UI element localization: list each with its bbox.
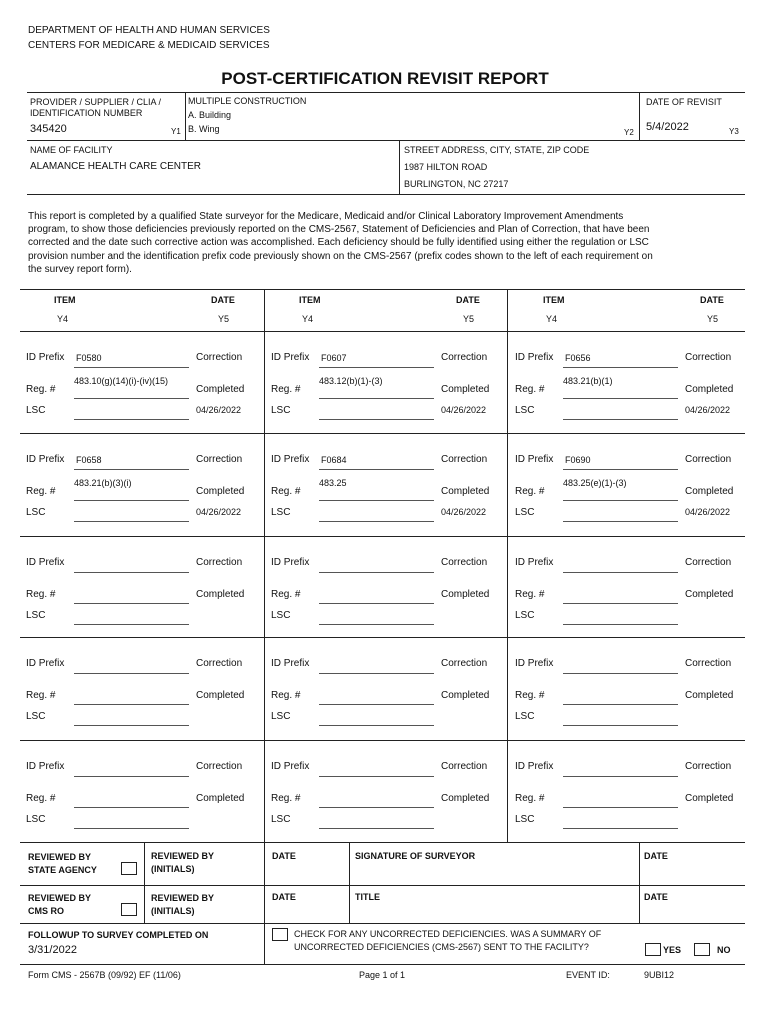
reg-label: Reg. # <box>26 690 56 701</box>
reg-underline <box>74 603 189 604</box>
followup-date: 3/31/2022 <box>28 944 77 956</box>
completed-date[interactable]: 04/26/2022 <box>196 507 242 517</box>
date-label: DATE <box>644 851 668 861</box>
lsc-label: LSC <box>515 610 535 621</box>
reg-underline <box>74 704 189 705</box>
reg-value[interactable]: 483.25 <box>319 478 347 488</box>
lsc-underline <box>74 725 189 726</box>
lsc-underline <box>319 521 434 522</box>
title-label: TITLE <box>355 892 380 902</box>
lsc-underline <box>563 419 678 420</box>
facility-city: BURLINGTON, NC 27217 <box>404 179 509 189</box>
id-prefix-value[interactable]: F0684 <box>321 455 347 465</box>
item-header: ITEM <box>54 295 76 305</box>
intro-line: This report is completed by a qualified State surveyor for the Medicare, Medicaid and/or Clinical Laboratory Improvement Amendments <box>28 211 624 222</box>
reviewed-initials-line1: REVIEWED BY <box>151 851 215 861</box>
form-number: Form CMS - 2567B (09/92) EF (11/06) <box>28 970 181 980</box>
reg-label: Reg. # <box>26 589 56 600</box>
id-prefix-label: ID Prefix <box>515 454 554 465</box>
reg-label: Reg. # <box>271 589 301 600</box>
reg-underline <box>563 704 678 705</box>
completed-label: Completed <box>196 384 245 395</box>
lsc-underline <box>563 828 678 829</box>
lsc-label: LSC <box>271 711 291 722</box>
construction-label: MULTIPLE CONSTRUCTION <box>188 96 307 106</box>
provider-code: Y1 <box>171 127 181 136</box>
reg-underline <box>74 500 189 501</box>
uncorrected-question-line1: CHECK FOR ANY UNCORRECTED DEFICIENCIES. WAS A SUMMARY OF <box>294 929 602 939</box>
lsc-underline <box>74 624 189 625</box>
completed-label: Completed <box>685 384 734 395</box>
id-prefix-label: ID Prefix <box>515 761 554 772</box>
reg-value[interactable]: 483.25(e)(1)-(3) <box>563 478 627 488</box>
completed-label: Completed <box>441 486 490 497</box>
uncorrected-checkbox[interactable] <box>272 928 288 941</box>
reviewed-cms-initials-line2: (INITIALS) <box>151 906 195 916</box>
construction-wing: B. Wing <box>188 124 220 134</box>
date-label: DATE <box>644 892 668 902</box>
id-prefix-underline <box>563 776 678 777</box>
date-code: Y5 <box>463 314 475 324</box>
reg-label: Reg. # <box>26 486 56 497</box>
date-code: Y5 <box>707 314 719 324</box>
lsc-underline <box>319 419 434 420</box>
lsc-underline <box>74 828 189 829</box>
intro-line: corrected and the date such corrective action was accomplished. Each deficiency should be fully identified using either the regulation or LSC <box>28 237 649 249</box>
id-prefix-underline <box>74 776 189 777</box>
reg-label: Reg. # <box>271 486 301 497</box>
intro-line: program, to show those deficiencies previously reported on the CMS-2567, Statement of Deficiencies and Plan of Correction, that have been <box>28 224 650 236</box>
cms-ro-checkbox[interactable] <box>121 903 137 916</box>
completed-label: Completed <box>685 793 734 804</box>
reg-label: Reg. # <box>515 589 545 600</box>
facility-name-label: NAME OF FACILITY <box>30 145 113 155</box>
correction-label: Correction <box>441 658 488 669</box>
lsc-label: LSC <box>26 711 46 722</box>
reg-underline <box>319 704 434 705</box>
reg-underline <box>563 603 678 604</box>
date-header: DATE <box>456 295 480 305</box>
facility-name: ALAMANCE HEALTH CARE CENTER <box>30 161 201 172</box>
page-number: Page 1 of 1 <box>359 970 406 980</box>
lsc-underline <box>74 419 189 420</box>
completed-label: Completed <box>685 589 734 600</box>
completed-label: Completed <box>441 589 490 600</box>
completed-label: Completed <box>441 384 490 395</box>
id-prefix-label: ID Prefix <box>26 557 65 568</box>
correction-label: Correction <box>685 658 732 669</box>
lsc-label: LSC <box>515 405 535 416</box>
intro-line: the survey report form). <box>28 263 132 275</box>
reg-value[interactable]: 483.21(b)(1) <box>563 376 613 386</box>
centers-name: CENTERS FOR MEDICARE & MEDICAID SERVICES <box>28 40 270 51</box>
id-prefix-label: ID Prefix <box>271 454 310 465</box>
revisit-code: Y3 <box>729 127 739 136</box>
reg-underline <box>319 807 434 808</box>
id-prefix-label: ID Prefix <box>26 454 65 465</box>
reviewed-state-line2: STATE AGENCY <box>28 865 97 875</box>
id-prefix-underline <box>319 572 434 573</box>
reg-underline <box>563 398 678 399</box>
reg-value[interactable]: 483.12(b)(1)-(3) <box>319 376 383 386</box>
date-code: Y5 <box>218 314 230 324</box>
correction-label: Correction <box>196 761 243 772</box>
correction-label: Correction <box>685 761 732 772</box>
id-prefix-label: ID Prefix <box>271 761 310 772</box>
lsc-underline <box>74 521 189 522</box>
reviewed-initials-line2: (INITIALS) <box>151 864 195 874</box>
reg-value[interactable]: 483.10(g)(14)(i)-(iv)(15) <box>74 376 169 386</box>
correction-label: Correction <box>196 658 243 669</box>
reg-label: Reg. # <box>271 690 301 701</box>
id-prefix-value[interactable]: F0607 <box>321 353 347 363</box>
date-header: DATE <box>700 295 724 305</box>
lsc-label: LSC <box>26 814 46 825</box>
department-name: DEPARTMENT OF HEALTH AND HUMAN SERVICES <box>28 25 270 36</box>
item-code: Y4 <box>302 314 314 324</box>
lsc-label: LSC <box>515 507 535 518</box>
reg-label: Reg. # <box>515 384 545 395</box>
lsc-label: LSC <box>26 507 46 518</box>
completed-label: Completed <box>685 690 734 701</box>
id-prefix-underline <box>319 469 434 470</box>
reg-underline <box>74 398 189 399</box>
correction-label: Correction <box>685 352 732 363</box>
intro-line: provision number and the identification prefix code previously shown on the CMS-2567 (prefix codes shown to the left of each requirement on <box>28 250 653 262</box>
reg-label: Reg. # <box>26 793 56 804</box>
event-id-label: EVENT ID: <box>566 970 610 980</box>
lsc-label: LSC <box>271 610 291 621</box>
id-prefix-label: ID Prefix <box>271 557 310 568</box>
item-header: ITEM <box>299 295 321 305</box>
id-prefix-underline <box>74 673 189 674</box>
lsc-label: LSC <box>26 405 46 416</box>
id-prefix-underline <box>319 776 434 777</box>
uncorrected-question <box>294 928 601 954</box>
facility-street: 1987 HILTON ROAD <box>404 162 488 172</box>
id-prefix-label: ID Prefix <box>26 352 65 363</box>
lsc-underline <box>319 725 434 726</box>
completed-label: Completed <box>685 486 734 497</box>
id-prefix-underline <box>563 367 678 368</box>
item-code: Y4 <box>57 314 69 324</box>
item-code: Y4 <box>546 314 558 324</box>
provider-label-line1: PROVIDER / SUPPLIER / CLIA / <box>30 97 162 107</box>
followup-label: FOLLOWUP TO SURVEY COMPLETED ON <box>28 930 209 940</box>
lsc-underline <box>319 828 434 829</box>
lsc-label: LSC <box>515 814 535 825</box>
correction-label: Correction <box>441 454 488 465</box>
yes-checkbox[interactable] <box>645 943 661 956</box>
reg-underline <box>319 398 434 399</box>
page-title: POST-CERTIFICATION REVISIT REPORT <box>221 69 549 88</box>
completed-label: Completed <box>196 589 245 600</box>
date-label: DATE <box>272 851 296 861</box>
id-prefix-underline <box>563 673 678 674</box>
revisit-date: 5/4/2022 <box>646 121 689 133</box>
id-prefix-value[interactable]: F0690 <box>565 455 591 465</box>
id-prefix-label: ID Prefix <box>26 658 65 669</box>
no-label: NO <box>717 945 731 955</box>
reg-label: Reg. # <box>515 486 545 497</box>
reviewed-cms-initials-label <box>151 892 214 918</box>
lsc-underline <box>563 624 678 625</box>
completed-date[interactable]: 04/26/2022 <box>685 405 731 415</box>
reviewed-state-label <box>28 851 97 877</box>
reviewed-state-line1: REVIEWED BY <box>28 852 92 862</box>
reviewed-cms-label <box>28 892 91 918</box>
reg-underline <box>74 807 189 808</box>
reviewed-cms-line2: CMS RO <box>28 906 64 916</box>
id-prefix-underline <box>74 367 189 368</box>
provider-label <box>30 97 161 119</box>
lsc-underline <box>563 521 678 522</box>
correction-label: Correction <box>196 352 243 363</box>
id-prefix-label: ID Prefix <box>515 658 554 669</box>
id-prefix-label: ID Prefix <box>271 658 310 669</box>
id-prefix-label: ID Prefix <box>271 352 310 363</box>
date-header: DATE <box>211 295 235 305</box>
lsc-label: LSC <box>271 507 291 518</box>
completed-date[interactable]: 04/26/2022 <box>196 405 242 415</box>
provider-number: 345420 <box>30 123 67 135</box>
correction-label: Correction <box>441 761 488 772</box>
reg-underline <box>563 807 678 808</box>
date-label: DATE <box>272 892 296 902</box>
completed-label: Completed <box>441 690 490 701</box>
reg-label: Reg. # <box>271 793 301 804</box>
state-agency-checkbox[interactable] <box>121 862 137 875</box>
reviewed-initials-label <box>151 850 214 876</box>
signature-label: SIGNATURE OF SURVEYOR <box>355 851 476 861</box>
lsc-underline <box>563 725 678 726</box>
reviewed-cms-initials-line1: REVIEWED BY <box>151 893 215 903</box>
event-id: 9UBI12 <box>644 970 675 980</box>
completed-label: Completed <box>196 690 245 701</box>
completed-date[interactable]: 04/26/2022 <box>441 507 487 517</box>
reg-underline <box>319 500 434 501</box>
reg-underline <box>563 500 678 501</box>
reg-label: Reg. # <box>515 793 545 804</box>
lsc-label: LSC <box>26 610 46 621</box>
facility-address-label: STREET ADDRESS, CITY, STATE, ZIP CODE <box>404 145 590 155</box>
construction-building: A. Building <box>188 110 232 120</box>
no-checkbox[interactable] <box>694 943 710 956</box>
correction-label: Correction <box>441 557 488 568</box>
id-prefix-value[interactable]: F0580 <box>76 353 102 363</box>
reg-label: Reg. # <box>515 690 545 701</box>
reviewed-cms-line1: REVIEWED BY <box>28 893 92 903</box>
reg-label: Reg. # <box>271 384 301 395</box>
completed-date[interactable]: 04/26/2022 <box>441 405 487 415</box>
correction-label: Correction <box>685 454 732 465</box>
correction-label: Correction <box>441 352 488 363</box>
id-prefix-underline <box>74 469 189 470</box>
reg-value[interactable]: 483.21(b)(3)(i) <box>74 478 132 488</box>
id-prefix-label: ID Prefix <box>515 557 554 568</box>
reg-underline <box>319 603 434 604</box>
yes-label: YES <box>663 945 682 955</box>
lsc-underline <box>319 624 434 625</box>
id-prefix-label: ID Prefix <box>26 761 65 772</box>
id-prefix-underline <box>563 469 678 470</box>
id-prefix-underline <box>319 673 434 674</box>
revisit-label: DATE OF REVISIT <box>646 97 722 107</box>
completed-date[interactable]: 04/26/2022 <box>685 507 731 517</box>
provider-label-line2: IDENTIFICATION NUMBER <box>30 108 143 118</box>
id-prefix-underline <box>563 572 678 573</box>
completed-label: Completed <box>196 486 245 497</box>
correction-label: Correction <box>196 557 243 568</box>
lsc-label: LSC <box>271 405 291 416</box>
reg-label: Reg. # <box>26 384 56 395</box>
correction-label: Correction <box>196 454 243 465</box>
construction-code: Y2 <box>624 128 634 137</box>
completed-label: Completed <box>441 793 490 804</box>
id-prefix-underline <box>74 572 189 573</box>
lsc-label: LSC <box>515 711 535 722</box>
intro-paragraph <box>28 210 653 276</box>
item-header: ITEM <box>543 295 565 305</box>
uncorrected-question-line2: UNCORRECTED DEFICIENCIES (CMS-2567) SENT TO THE FACILITY? <box>294 942 589 952</box>
completed-label: Completed <box>196 793 245 804</box>
id-prefix-value[interactable]: F0658 <box>76 455 102 465</box>
id-prefix-underline <box>319 367 434 368</box>
id-prefix-value[interactable]: F0656 <box>565 353 591 363</box>
correction-label: Correction <box>685 557 732 568</box>
id-prefix-label: ID Prefix <box>515 352 554 363</box>
lsc-label: LSC <box>271 814 291 825</box>
